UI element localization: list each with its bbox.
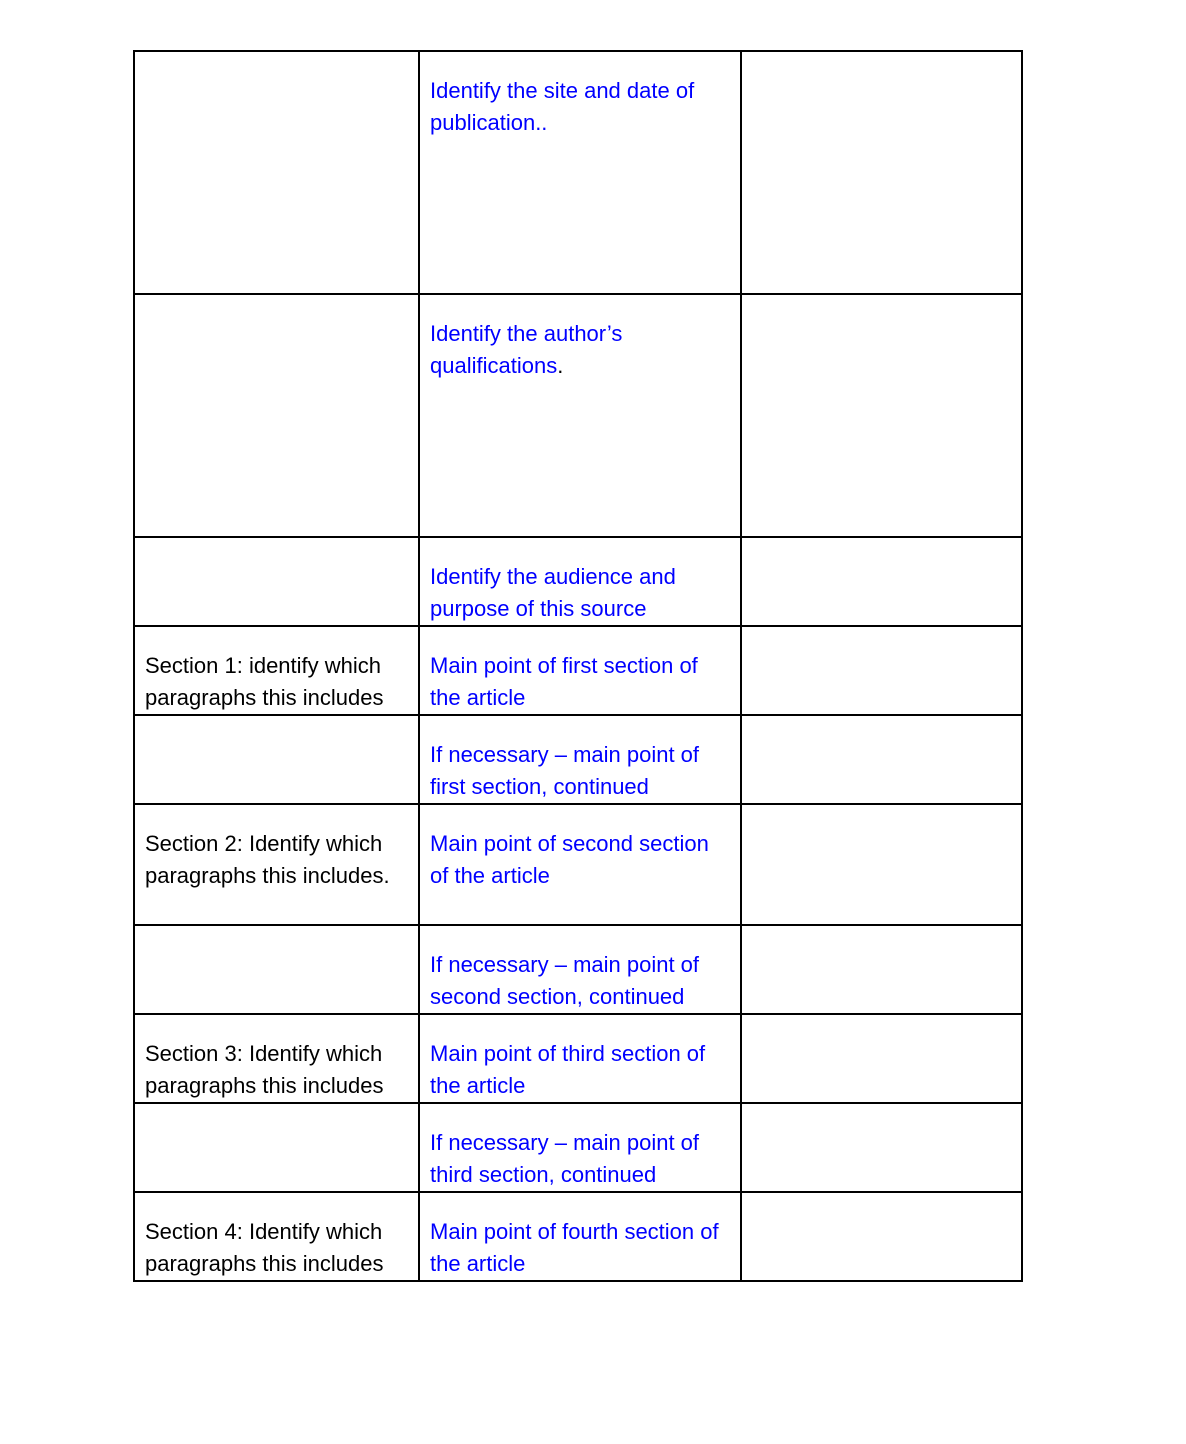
response-cell[interactable]	[741, 537, 1022, 626]
prompt-cell[interactable]	[419, 626, 741, 715]
prompt-cell[interactable]	[419, 294, 741, 537]
section-label-cell[interactable]	[134, 294, 419, 537]
table-row	[134, 804, 1022, 925]
response-cell[interactable]	[741, 1103, 1022, 1192]
prompt-cell[interactable]	[419, 925, 741, 1014]
prompt-cell[interactable]	[419, 715, 741, 804]
section-label-cell[interactable]	[134, 51, 419, 294]
prompt-cell[interactable]	[419, 804, 741, 925]
section-label-cell[interactable]: Section 2: Identify which paragraphs this includes.	[134, 804, 419, 925]
response-cell[interactable]	[741, 715, 1022, 804]
table-row	[134, 715, 1022, 804]
prompt-text: Identify the author’s qualifications	[430, 321, 623, 378]
prompt-text: If necessary – main point of first section, continued	[430, 742, 700, 799]
response-cell[interactable]	[741, 1014, 1022, 1103]
prompt-text: If necessary – main point of second section, continued	[430, 952, 700, 1009]
prompt-cell[interactable]	[419, 537, 741, 626]
prompt-cell[interactable]	[419, 1103, 741, 1192]
table-row	[134, 925, 1022, 1014]
table-row	[134, 294, 1022, 537]
response-cell[interactable]	[741, 1192, 1022, 1281]
section-label-cell[interactable]	[134, 715, 419, 804]
prompt-cell[interactable]	[419, 1192, 741, 1281]
prompt-text: Main point of first section of the article	[430, 653, 698, 710]
article-analysis-table	[133, 50, 1023, 1282]
response-cell[interactable]	[741, 925, 1022, 1014]
section-label-cell[interactable]	[134, 925, 419, 1014]
response-cell[interactable]	[741, 294, 1022, 537]
section-label-cell[interactable]: Section 3: Identify which paragraphs this includes	[134, 1014, 419, 1103]
response-cell[interactable]	[741, 51, 1022, 294]
section-label-cell[interactable]: Section 4: Identify which paragraphs this includes	[134, 1192, 419, 1281]
prompt-text: If necessary – main point of third section, continued	[430, 1130, 700, 1187]
section-label-cell[interactable]	[134, 1103, 419, 1192]
response-cell[interactable]	[741, 626, 1022, 715]
prompt-cell[interactable]	[419, 1014, 741, 1103]
prompt-suffix: .	[557, 353, 564, 378]
prompt-text: Identify the audience and purpose of this source	[430, 564, 676, 621]
response-cell[interactable]	[741, 804, 1022, 925]
table-row	[134, 626, 1022, 715]
prompt-text: Identify the site and date of publication..	[430, 78, 695, 135]
table-row	[134, 1103, 1022, 1192]
table-row	[134, 1192, 1022, 1281]
table-row	[134, 51, 1022, 294]
prompt-text: Main point of third section of the article	[430, 1041, 706, 1098]
table-row	[134, 1014, 1022, 1103]
section-label-cell[interactable]: Section 1: identify which paragraphs this includes	[134, 626, 419, 715]
prompt-text: Main point of fourth section of the article	[430, 1219, 719, 1276]
section-label-cell[interactable]	[134, 537, 419, 626]
prompt-text: Main point of second section of the article	[430, 831, 709, 888]
table-row	[134, 537, 1022, 626]
prompt-cell[interactable]	[419, 51, 741, 294]
